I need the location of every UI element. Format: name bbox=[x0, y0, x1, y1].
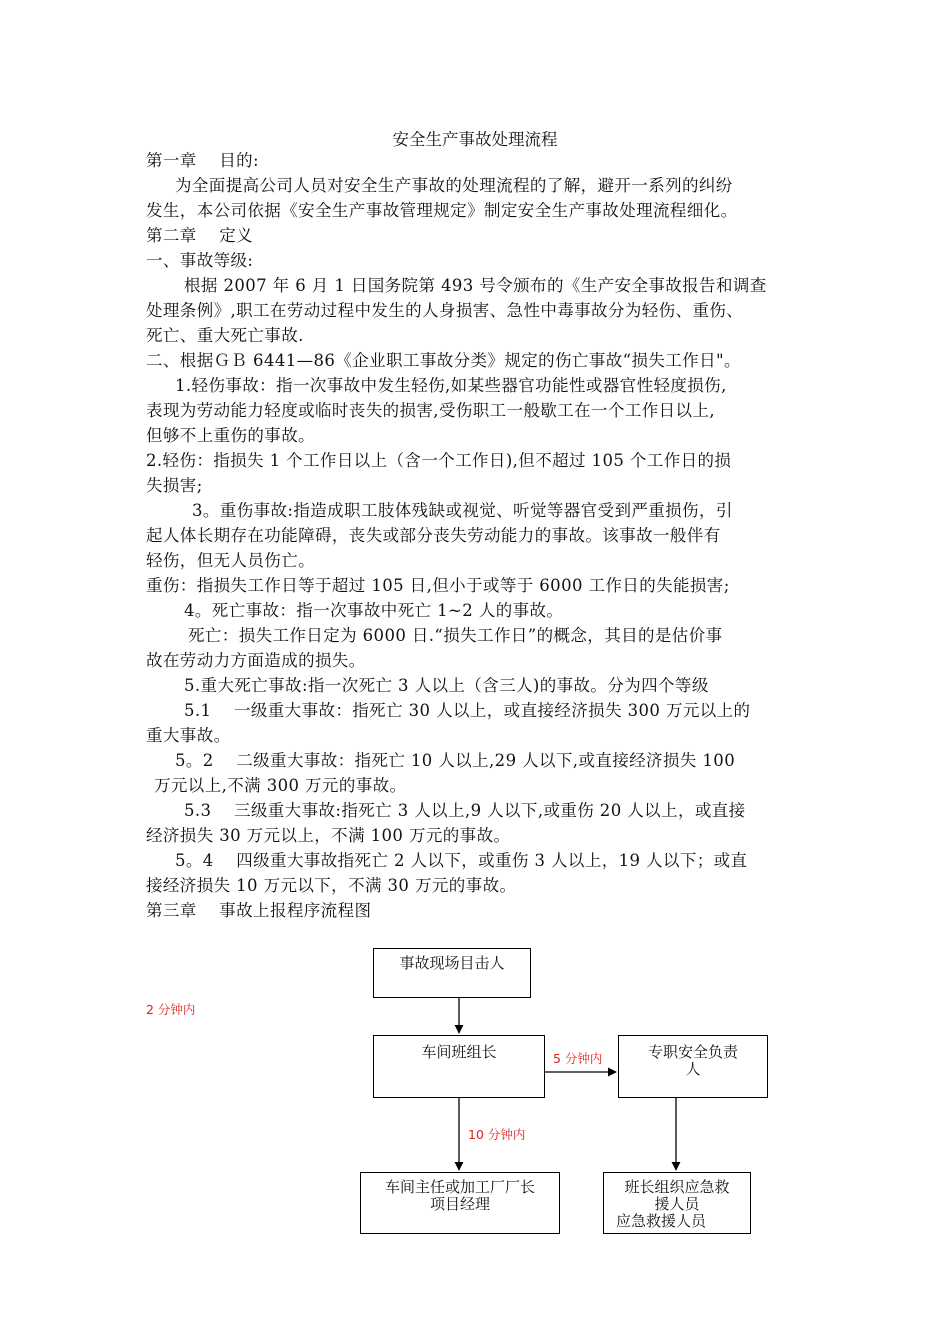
time-label-5min: 5 分钟内 bbox=[553, 1051, 603, 1066]
flow-box-rescue-line1: 班长组织应急救 bbox=[624, 1178, 730, 1196]
flow-box-team-leader bbox=[373, 1035, 545, 1098]
flow-box-rescue bbox=[603, 1172, 751, 1234]
paragraph-line: 表现为劳动能力轻度或临时丧失的损害,受伤职工一般歇工在一个工作日以上, bbox=[146, 401, 715, 420]
flow-box-rescue-line3: 应急救援人员 bbox=[616, 1212, 707, 1230]
flow-box-director-line2: 项目经理 bbox=[429, 1195, 490, 1213]
paragraph-line: 3。重伤事故:指造成职工肢体残缺或视觉、听觉等器官受到严重损伤，引 bbox=[192, 501, 733, 520]
paragraph-line: 5.重大死亡事故:指一次死亡 3 人以上（含三人)的事故。分为四个等级 bbox=[184, 676, 709, 695]
flow-box-safety-officer-line1: 专职安全负责 bbox=[647, 1043, 738, 1061]
flow-box-director-line1: 车间主任或加工厂厂长 bbox=[384, 1178, 535, 1196]
flow-box-team-leader-label: 车间班组长 bbox=[421, 1043, 497, 1061]
time-label-10min: 10 分钟内 bbox=[468, 1127, 526, 1142]
flow-box-director bbox=[360, 1172, 560, 1234]
paragraph-line: 1.轻伤事故：指一次事故中发生轻伤,如某些器官功能性或器官性轻度损伤, bbox=[175, 376, 727, 395]
paragraph-line: 但够不上重伤的事故。 bbox=[146, 426, 315, 445]
paragraph-line: 根据 2007 年 6 月 1 日国务院第 493 号令颁布的《生产安全事故报告和调查 bbox=[184, 276, 767, 295]
chapter-2-heading: 第二章 定义 bbox=[146, 226, 254, 245]
section-heading: 一、事故等级: bbox=[146, 251, 254, 270]
paragraph-line: 处理条例》,职工在劳动过程中发生的人身损害、急性中毒事故分为轻伤、重伤、 bbox=[146, 301, 744, 320]
paragraph-line: 经济损失 30 万元以上，不满 100 万元的事故。 bbox=[146, 826, 511, 845]
paragraph-line: 接经济损失 10 万元以下，不满 30 万元的事故。 bbox=[146, 876, 517, 895]
paragraph-line: 4。死亡事故：指一次事故中死亡 1~2 人的事故。 bbox=[184, 601, 564, 620]
flow-box-safety-officer bbox=[618, 1035, 768, 1098]
paragraph-line: 死亡、重大死亡事故. bbox=[146, 326, 304, 345]
paragraph-line: 5.1 一级重大事故：指死亡 30 人以上，或直接经济损失 300 万元以上的 bbox=[184, 701, 751, 720]
paragraph-line: 5。2 二级重大事故：指死亡 10 人以上,29 人以下,或直接经济损失 100 bbox=[175, 751, 736, 770]
paragraph-line: 发生，本公司依据《安全生产事故管理规定》制定安全生产事故处理流程细化。 bbox=[146, 201, 738, 220]
flow-box-safety-officer-line2: 人 bbox=[685, 1060, 701, 1078]
paragraph-line: 起人体长期存在功能障碍，丧失或部分丧失劳动能力的事故。该事故一般伴有 bbox=[146, 526, 721, 545]
section-heading: 二、根据ＧＢ 6441—86《企业职工事故分类》规定的伤亡事故“损失工作日"。 bbox=[146, 351, 741, 370]
flow-box-witness bbox=[373, 948, 531, 998]
document-title: 安全生产事故处理流程 bbox=[392, 130, 558, 149]
chapter-1-heading: 第一章 目的: bbox=[146, 151, 260, 170]
paragraph-line: 死亡：损失工作日定为 6000 日.“损失工作日”的概念，其目的是估价事 bbox=[188, 626, 723, 645]
paragraph-line: 故在劳动力方面造成的损失。 bbox=[146, 651, 366, 670]
paragraph-line: 万元以上,不满 300 万元的事故。 bbox=[154, 776, 407, 795]
chapter-3-heading: 第三章 事故上报程序流程图 bbox=[146, 901, 372, 920]
paragraph-line: 2.轻伤：指损失 1 个工作日以上（含一个工作日),但不超过 105 个工作日的损 bbox=[146, 451, 732, 470]
time-label-2min: 2 分钟内 bbox=[146, 1002, 196, 1017]
paragraph-line: 失损害; bbox=[146, 476, 203, 495]
paragraph-line: 为全面提高公司人员对安全生产事故的处理流程的了解，避开一系列的纠纷 bbox=[175, 176, 733, 195]
paragraph-line: 重大事故。 bbox=[146, 726, 231, 745]
flow-box-rescue-line2: 援人员 bbox=[654, 1195, 700, 1213]
paragraph-line: 5。4 四级重大事故指死亡 2 人以下，或重伤 3 人以上，19 人以下；或直 bbox=[175, 851, 748, 870]
flow-box-witness-label: 事故现场目击人 bbox=[399, 954, 505, 972]
paragraph-line: 轻伤，但无人员伤亡。 bbox=[146, 551, 315, 570]
paragraph-line: 重伤：指损失工作日等于超过 105 日,但小于或等于 6000 工作日的失能损害; bbox=[146, 576, 730, 595]
paragraph-line: 5.3 三级重大事故:指死亡 3 人以上,9 人以下,或重伤 20 人以上，或直接 bbox=[184, 801, 746, 820]
